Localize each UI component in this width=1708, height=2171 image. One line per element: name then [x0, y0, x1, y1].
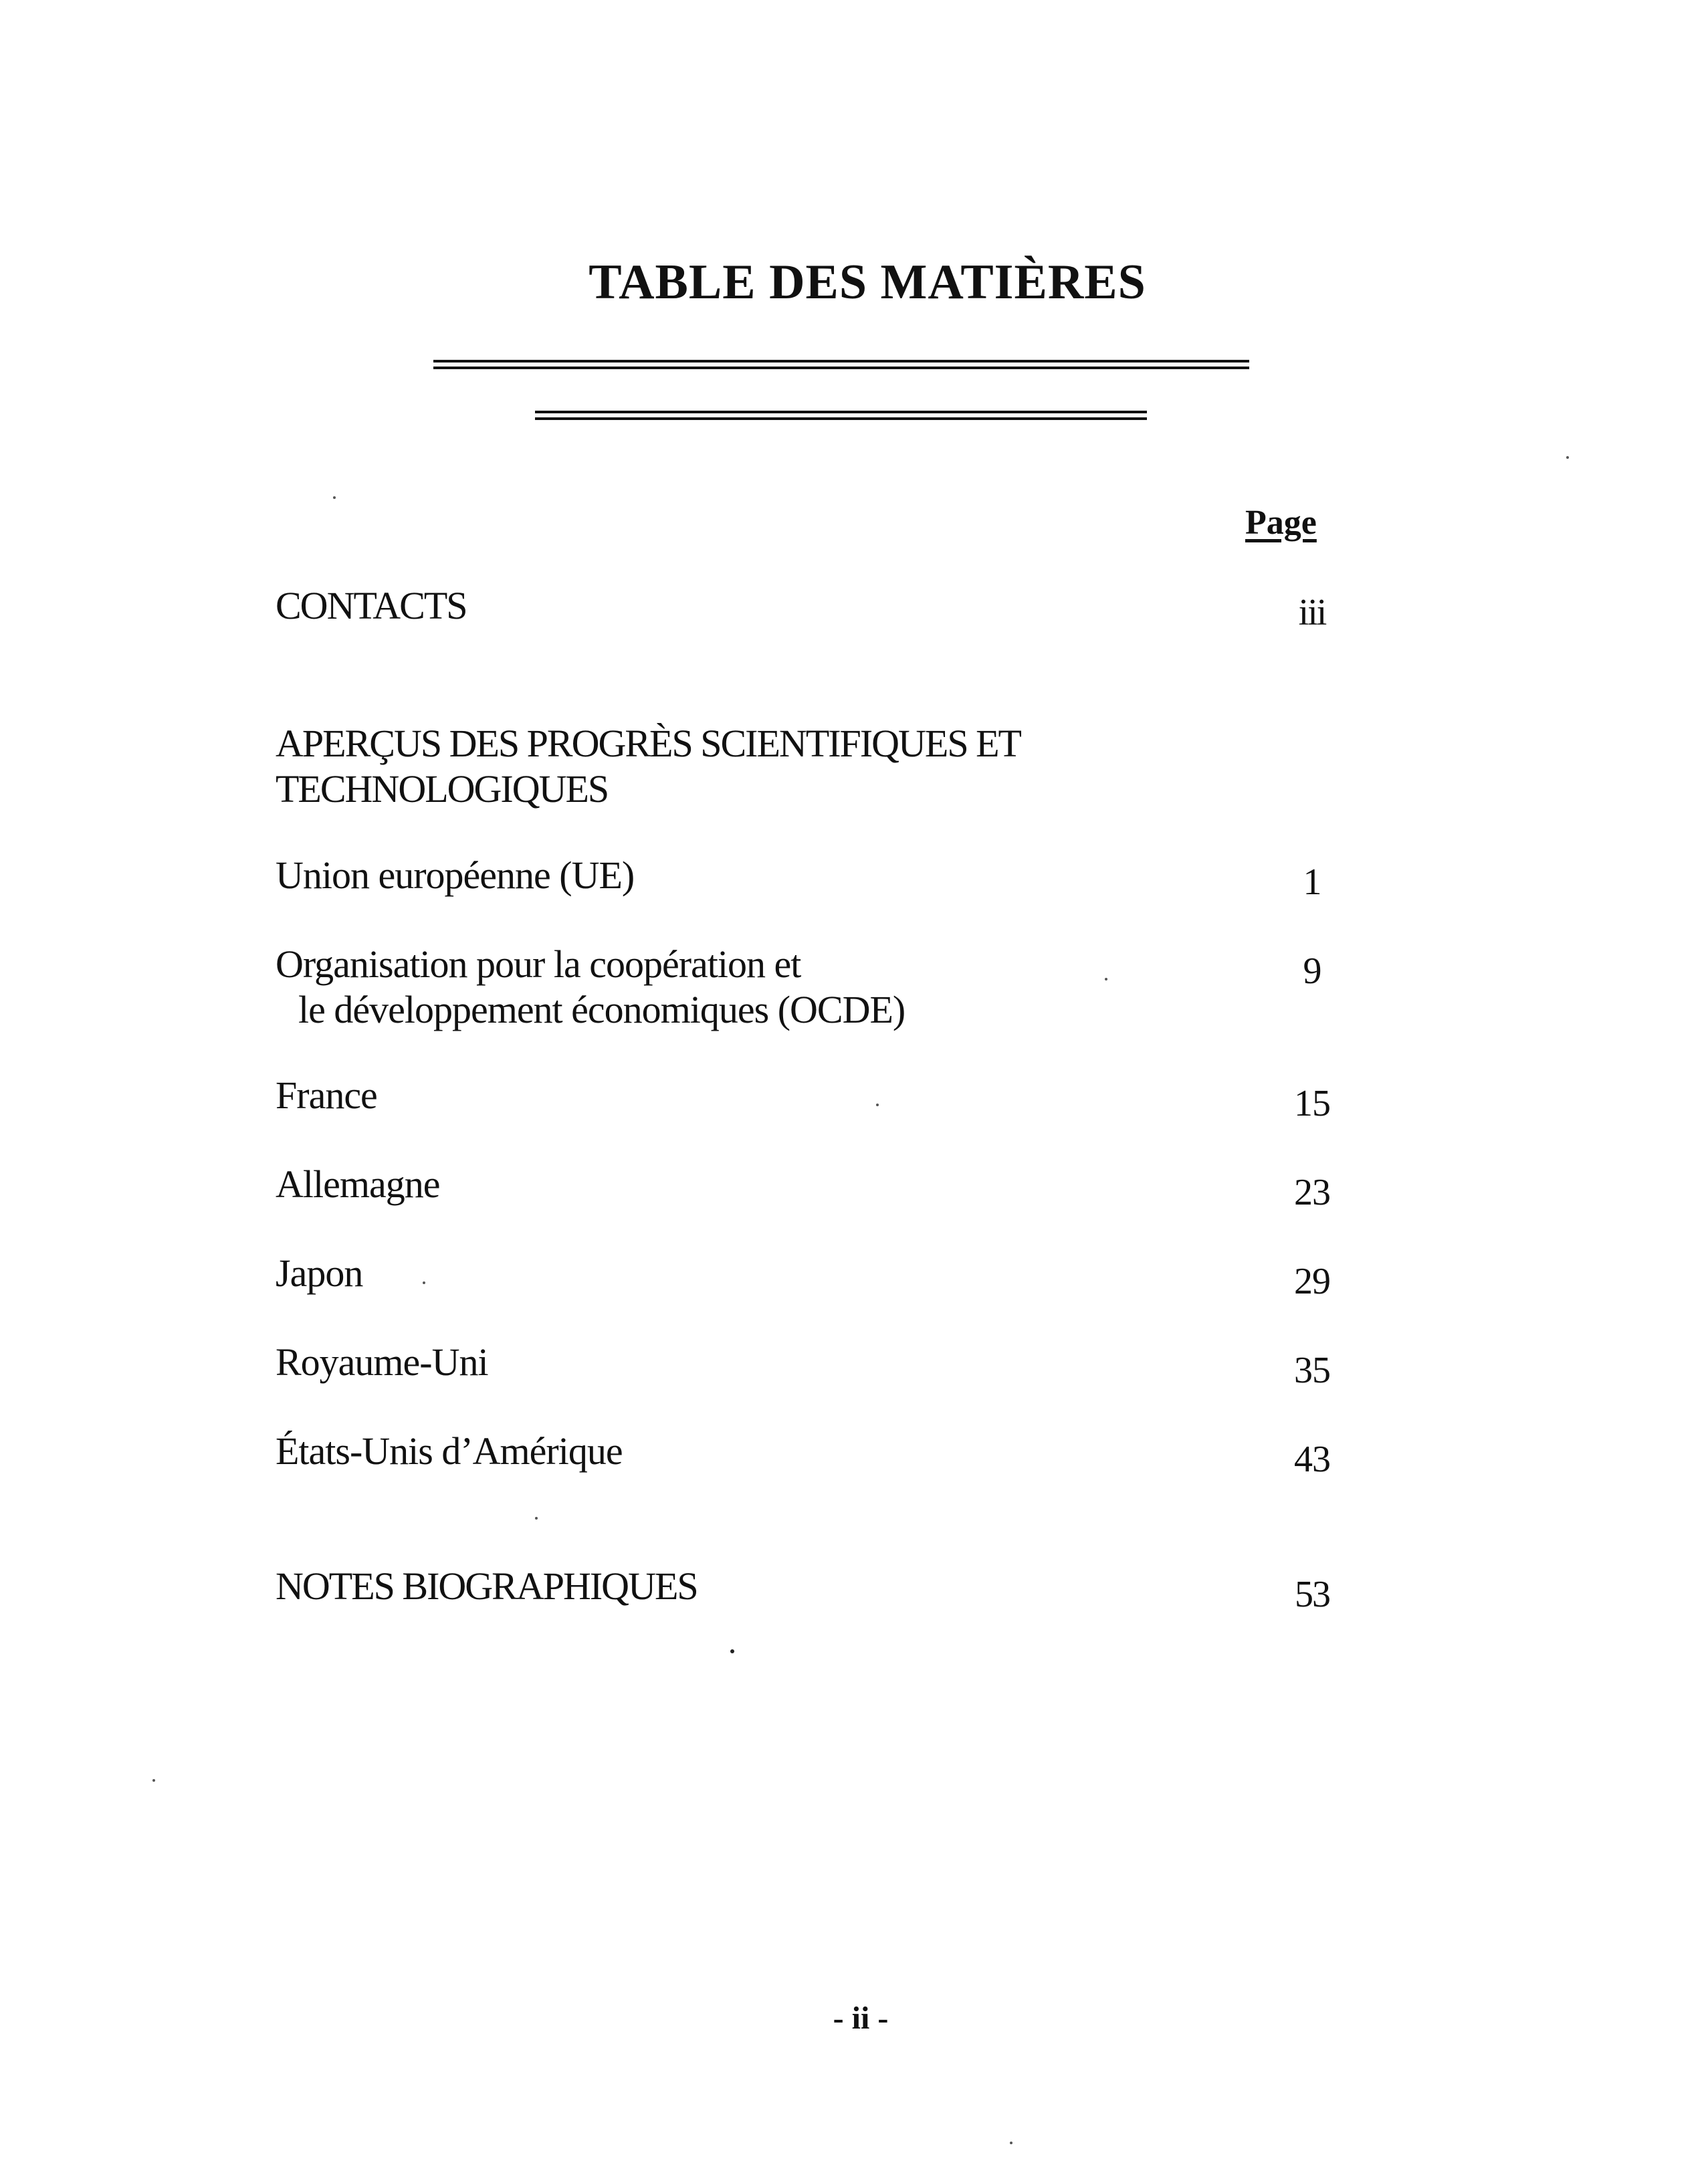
scan-speck	[876, 1104, 879, 1106]
toc-entry-allemagne[interactable]	[276, 1162, 1352, 1213]
scan-speck	[535, 1517, 538, 1520]
toc-entry-label: Allemagne	[276, 1162, 440, 1206]
toc-entry-label-line2: TECHNOLOGIQUES	[276, 767, 609, 811]
toc-entry-label: États-Unis d’Amérique	[276, 1429, 623, 1473]
toc-entry-label: NOTES BIOGRAPHIQUES	[276, 1564, 698, 1608]
toc-entry-label: Union européenne (UE)	[276, 853, 635, 897]
toc-entry-page: 43	[1294, 1439, 1330, 1480]
toc-section-heading-apercus	[276, 721, 1352, 812]
scan-speck	[1010, 2142, 1012, 2144]
toc-entry-notes-biographiques[interactable]	[276, 1564, 1352, 1615]
toc-entry-page: 29	[1294, 1261, 1330, 1302]
page-title: TABLE DES MATIÈRES	[589, 255, 1146, 310]
scan-speck	[423, 1281, 425, 1284]
toc-entry-label: CONTACTS	[276, 584, 467, 627]
title-double-rule-long	[433, 360, 1249, 369]
toc-entry-japon[interactable]	[276, 1251, 1352, 1302]
scan-speck	[730, 1649, 734, 1653]
toc-entry-page: 9	[1303, 950, 1321, 992]
toc-entry-label-line2: le développement économiques (OCDE)	[298, 988, 905, 1031]
toc-entry-label-line1: Organisation pour la coopération et	[276, 942, 801, 986]
toc-entry-label: Japon	[276, 1251, 363, 1295]
toc-entry-etats-unis[interactable]	[276, 1429, 1352, 1480]
scan-speck	[1566, 456, 1569, 459]
scan-speck	[152, 1779, 155, 1782]
scan-speck	[333, 496, 336, 499]
toc-entry-royaume-uni[interactable]	[276, 1340, 1352, 1391]
toc-entry-page: 23	[1294, 1172, 1330, 1213]
scan-speck	[1105, 978, 1107, 980]
toc-entry-label: Royaume-Uni	[276, 1340, 488, 1384]
title-double-rule-short	[535, 411, 1147, 420]
toc-entry-page: iii	[1298, 592, 1326, 633]
toc-entry-label-line1: APERÇUS DES PROGRÈS SCIENTIFIQUES ET	[276, 722, 1021, 765]
toc-entry-ue[interactable]	[276, 853, 1352, 903]
toc-entry-page: 53	[1295, 1574, 1329, 1615]
page-number-footer: - ii -	[833, 2000, 889, 2036]
toc-entry-contacts[interactable]	[276, 583, 1352, 633]
toc-entry-page: 35	[1294, 1350, 1330, 1391]
toc-entry-france[interactable]	[276, 1073, 1352, 1124]
page-column-heading: Page	[1245, 504, 1317, 542]
toc-entry-label: France	[276, 1073, 377, 1117]
toc-entry-page: 15	[1294, 1083, 1330, 1124]
toc-entry-page: 1	[1303, 861, 1321, 903]
toc-entry-ocde[interactable]	[276, 942, 1352, 1033]
